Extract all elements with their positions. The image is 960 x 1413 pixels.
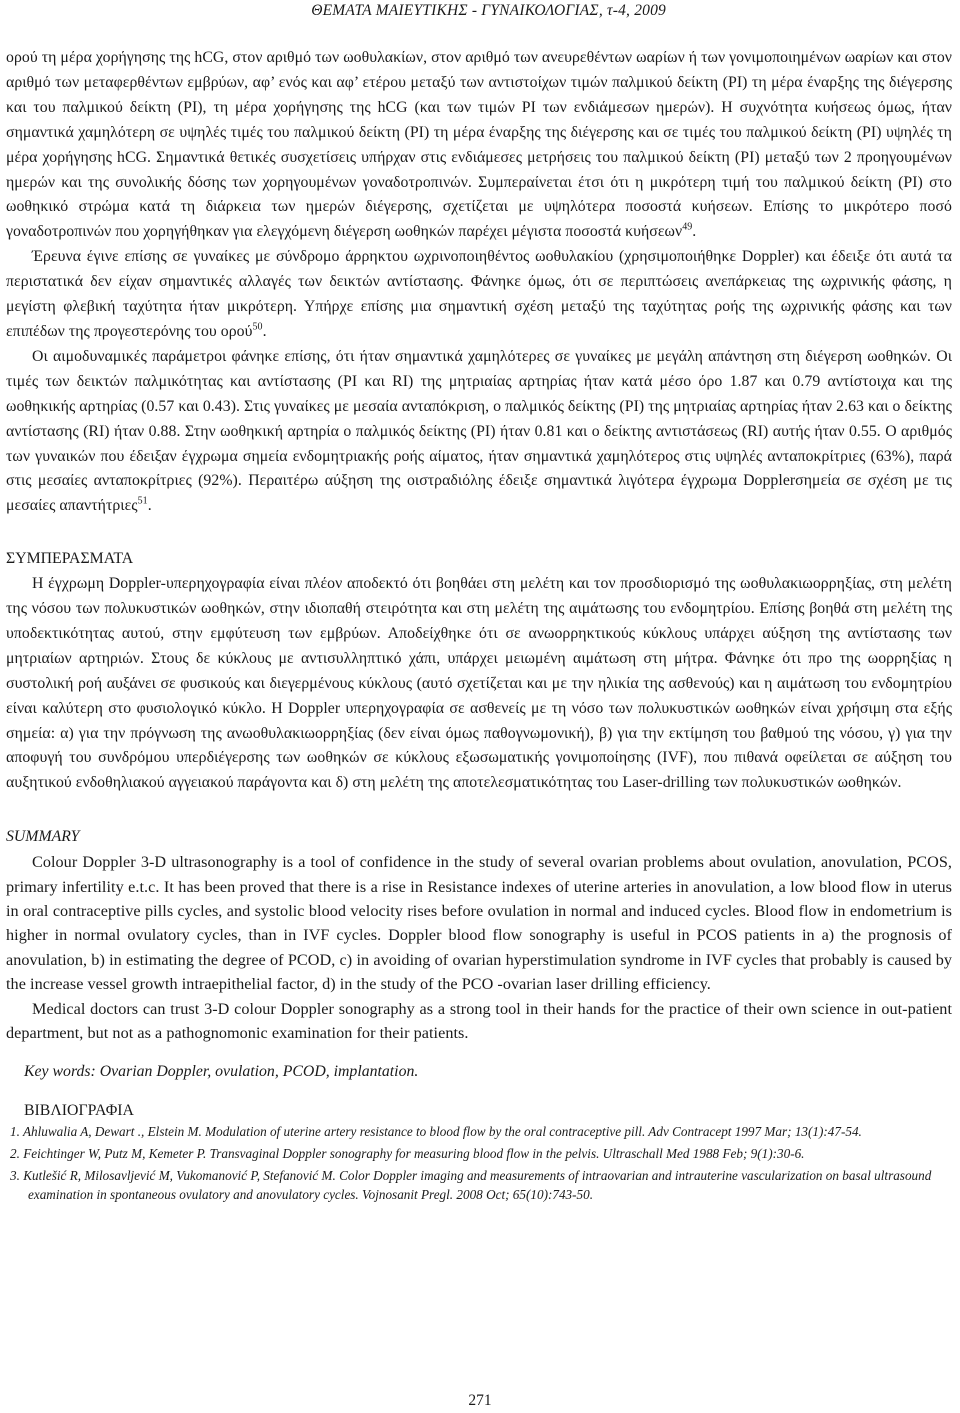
paragraph-3-text: Οι αιμοδυναμικές παράμετροι φάνηκε επίσης, ότι ήταν σημαντικά χαμηλότερες σε γυναίκες με μεγάλη απάντηση στη διέγερση ωοθηκών. Οι τιμές των δεικτών παλμικότητας και αντίστασης (PI και RI) της μητριαίας αρτηρίας ήταν κατά μέσο όρο 1.87 και 0.79 αντίστοιχα και της ωοθηκικής αρτηρίας (0.57 και 0.43). Στις γυναίκες με μεσαία ανταπόκριση, ο παλμικός δείκτης (PI) της μητριαίας αρτηρίας ήταν 2.63 και ο δείκτης αντίστασης (RI) ήταν 0.88. Στην ωοθηκική αρτηρία ο παλμικός δείκτης (PI) ήταν 0.81 και ο δείκτης αντιστάσεως (RI) αυτής ήταν 0.55. Ο αριθμός των γυναικών που έδειξαν έγχρωμα σημεία ενδομητριακής ροής αίματος, ήταν σημαντικά χαμηλότερος στις υψηλές ανταποκρίτριες (63%), παρά στις μεσαίες ανταποκρίτριες (92%). Περαιτέρω αύξηση της οιστραδιόλης έδειξε σημαντικά λιγότερα έγχρωμα Dopplerσημεία σε σχέση με τις μεσαίες απαντήτριες <box>6 347 952 515</box>
journal-header-title: ΘΕΜΑΤΑ ΜΑΙΕΥΤΙΚΗΣ - ΓΥΝΑΙΚΟΛΟΓΙΑΣ, τ-4, 2009 <box>311 2 666 19</box>
citation-51: 51 <box>137 496 148 508</box>
reference-item: 2. Feichtinger W, Putz M, Kemeter P. Transvaginal Doppler sonography for measuring blood flow in the pelvis. Ultraschall Med 1988 Feb; 9(1):30-6. <box>10 1146 805 1162</box>
page-number: 271 <box>468 1392 492 1409</box>
summary-paragraph-2: Medical doctors can trust 3-D colour Doppler sonography as a strong tool in their hands for the practice of their own science in out-patient department, but not as a pathognomonic examination for their patients. <box>6 999 952 1043</box>
conclusions-heading: ΣΥΜΠΕΡΑΣΜΑΤΑ <box>6 550 134 568</box>
paragraph-3-end: . <box>147 497 152 515</box>
conclusions-paragraph: Η έγχρωμη Doppler-υπερηχογραφία είναι πλέον αποδεκτό ότι βοηθάει στη μελέτη και τον προσδιορισμό της ωοθυλακιωορρηξίας, στη μελέτη της νόσου των πολυκυστικών ωοθηκών, στην ιδιοπαθή στειρότητα και στη μελέτη της αιμάτωσης του ενδομητρίου. Επίσης βοηθά στη μελέτη της υποδεκτικότητας αυτού, στην εμφύτευση των εμβρύων. Αποδείχθηκε ότι σε ανωορρηκτικούς κύκλους υπάρχει αύξηση της αντίστασης των μητριαίων αρτηριών. Στους δε κύκλους με αντισυλληπτικό χάπι, υπάρχει μειωμένη αιμάτωση στη μήτρα. Φάνηκε ότι προ της ωορρηξίας η συστολική ροή αυξάνει σε φυσικούς και διεγερμένους κύκλους (αυτό σχετίζεται και με την ηλικία της ασθενούς) και η αιμάτωση του ενδομητρίου είναι καλύτερη στο φυσιολογικό κύκλο. Η Doppler υπερηχογραφία σε ασθενείς με τη νόσο των πολυκυστικών ωοθηκών είναι χρήσιμη στα εξής σημεία: α) για την πρόγνωση της ανωοθυλακιωορρηξίας (δεν είναι όμως παθογνωμονική), β) για την εκτίμηση του βαθμού της νόσου, γ) για την αποφυγή του συνδρόμου υπερδιέγερσης των ωοθηκών σε κύκλους εξωσωματικής γονιμοποίησης (IVF), που πιθανά οφείλεται σε αύξηση του αυξητικού ενδοθηλιακού αγγειακού παράγοντα και δ) στη μελέτη της αποτελεσματικότητας του Laser-drilling των πολυκυστικών ωοθηκών. <box>6 575 952 792</box>
references-heading: ΒΙΒΛΙΟΓΡΑΦΙΑ <box>24 1102 134 1120</box>
paragraph-1-end: . <box>692 223 697 241</box>
paragraph-2-text: Έρευνα έγινε επίσης σε γυναίκες με σύνδρομο άρρηκτου ωχρινοποιηθέντος ωοθυλακίου (χρησιμοποιήθηκε Doppler) και έδειξε ότι αυτά τα περιστατικά δεν είχαν σημαντικές αλλαγές των δεικτών αντίστασης. Φάνηκε όμως, ότι σε περιπτώσεις ανεπάρκειας της ωχρινικής φάσης, η μεγίστη φλεβική ταχύτητα ήταν μικρότερη. Υπήρχε επίσης μια σημαντική σχέση μεταξύ της ταχύτητας ροής της ωχρινικής φάσης και των επιπέδων της προγεστερόνης του ορού <box>6 248 952 340</box>
paragraph-2-end: . <box>262 322 267 340</box>
paragraph-3 <box>6 345 952 519</box>
citation-50: 50 <box>252 321 263 333</box>
running-header <box>0 2 960 38</box>
article-body <box>6 46 952 1204</box>
paragraph-2 <box>6 245 952 345</box>
reference-item: 1. Ahluwalia A, Dewart ., Elstein M. Modulation of uterine artery resistance to blood flow by the oral contraceptive pill. Adv Contracept 1997 Mar; 13(1):47-54. <box>10 1124 862 1140</box>
paragraph-1-text: ορού τη μέρα χορήγησης της hCG, στον αριθμό των ωοθυλακίων, στον αριθμό των ανευρεθέντων ωαρίων ή των γονιμοποιημένων ωαρίων και στον αριθμό των μεταφερθέντων εμβρύων, αφ’ ενός και αφ’ ετέρου μεταξύ των αντιστοίχων τιμών παλμικού δείκτη (PI) τη μέρα έναρξης της διέγερσης και του παλμικού δείκτη (PI), τη μέρα χορήγησης της hCG (και των τιμών PI των ενδιάμεσων ημερών). Η συχνότητα κυήσεως όμως, ήταν σημαντικά χαμηλότερη σε υψηλές τιμές του παλμικού δείκτη (PI) τη μέρα έναρξης της διέγερσης και σε τιμές του παλμικού δείκτη (PI) υψηλές τη μέρα χορήγησης hCG. Σημαντικά θετικές συσχετίσεις υπήρχαν στις ενδιάμεσες μετρήσεις του παλμικού δείκτη (PI) μεταξύ των 2 προηγουμένων ημερών και της συνολικής δόσης των χορηγουμένων γοναδοτροπινών. Συμπεραίνεται έτσι ότι η μικρότερη τιμή του παλμικού δείκτη (PI) στο ωοθηκικό στρώμα κατά τη διάρκεια των ημερών διέγερσης, σχετίζεται με υψηλότερα ποσοστά κυήσεων. Επίσης το μικρότερο ποσό γοναδοτροπινών που χορηγήθηκαν για ελεγχόμενη διέγερση ωοθηκών παρέχει μέγιστα ποσοστά κυήσεων <box>6 49 952 241</box>
summary-heading: SUMMARY <box>6 828 80 846</box>
keywords-line: Key words: Ovarian Doppler, ovulation, PCOD, implantation. <box>24 1063 419 1081</box>
citation-49: 49 <box>682 222 693 234</box>
reference-item: 3. Kutlešić R, Milosavljević M, Vukomanović P, Stefanović M. Color Doppler imaging and measurements of intraovarian and intrauterine vascularization on basal ultrasound examination in spontaneous ovulatory and anovulatory cycles. Vojnosanit Pregl. 2008 Oct; 65(10):743-50. <box>10 1168 932 1203</box>
summary-paragraph-1: Colour Doppler 3-D ultrasonography is a tool of confidence in the study of several ovarian problems about ovulation, anovulation, PCOS, primary infertility e.t.c. It has been proved that there is a rise in Resistance indexes of uterine arteries in anovulation, a low blood flow in uterus in oral contraceptive pills cycles, and systolic blood velocity rises before ovulation in normal and induced cycles. Blood flow in endometrium is higher in normal ovulatory cycles, than in IVF cycles. Doppler blood flow sonography is useful in PCOS patients in a) the prognosis of anovulation, b) in estimating the degree of PCOD, c) in avoiding of ovarian hyperstimulation syndrome in IVF cycles that probably is caused by the increase vessel growth intraepithelial factor, d) in the study of the PCO -ovarian laser drilling efficiency. <box>6 853 952 994</box>
paragraph-1 <box>6 46 952 245</box>
